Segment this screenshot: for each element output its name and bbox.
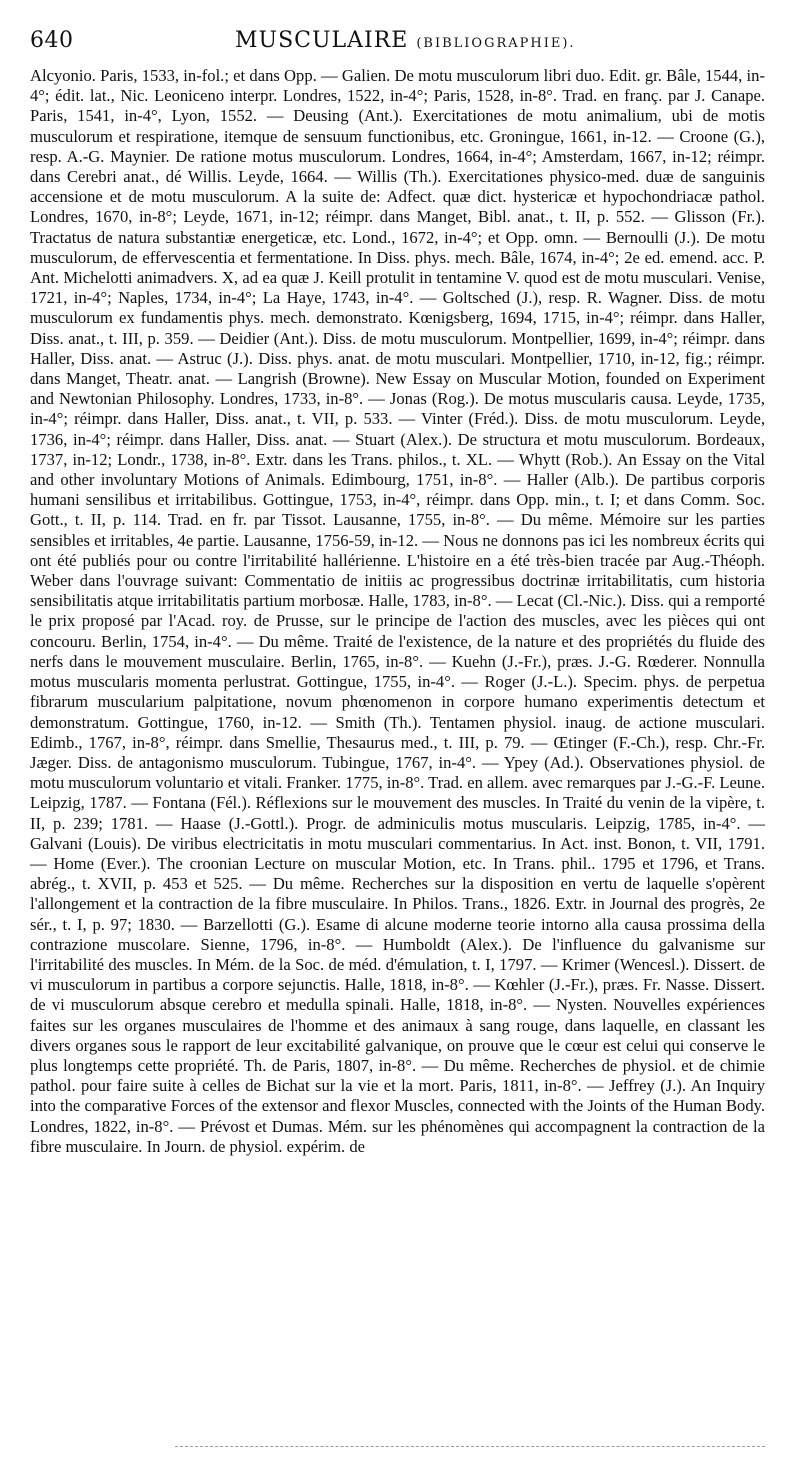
running-title-sub: (BIBLIOGRAPHIE). (416, 36, 576, 51)
running-title-main: MUSCULAIRE (235, 28, 409, 53)
page-number: 640 (30, 28, 74, 53)
running-title (235, 28, 576, 53)
bibliography-paragraph: Alcyonio. Paris, 1533, in-fol.; et dans Opp. — Galien. De motu musculorum libri duo. Edit. gr. Bâle, 1544, in-4°; édit. lat., Nic. Leoniceno interpr. Londres, 1522, in-4°; Paris, 1528, in-8°. Trad. en franç. par J. Canape. Paris, 1541, in-4°, Lyon, 1552. — Deusing (Ant.). Exercitationes de motu animalium, ubi de motis musculorum et respiratione, itemque de sensuum functionibus, etc. Groningue, 1661, in-12. — Croone (G.), resp. A.-G. Maynier. De ratione motus musculorum. Londres, 1664, in-4°; Amsterdam, 1667, in-12; réimpr. dans Cerebri anat., dé Willis. Leyde, 1664. — Willis (Th.). Exercitationes physico-med. duæ de sanguinis accensione et de motu musculorum. A la suite de: Adfect. quæ dict. hystericæ et hypochondriacæ pathol. Londres, 1670, in-8°; Leyde, 1671, in-12; réimpr. dans Manget, Bibl. anat., t. II, p. 552. — Glisson (Fr.). Tractatus de natura substantiæ energeticæ, etc. Lond., 1672, in-4°; et Opp. omn. — Bernoulli (J.). De motu musculorum, de effervescentia et fermentatione. In Diss. phys. mech. Bâle, 1674, in-4°; 2e ed. emend. acc. P. Ant. Michelotti animadvers. X, ad ea quæ J. Keill protulit in tentamine V. quod est de motu musculari. Venise, 1721, in-4°; Naples, 1734, in-4°; La Haye, 1743, in-4°. — Goltsched (J.), resp. R. Wagner. Diss. de motu musculorum ex fundamentis phys. mech. demonstrato. Kœnigsberg, 1694, 1715, in-4°; réimpr. dans Haller, Diss. anat., t. III, p. 359. — Deidier (Ant.). Diss. de motu musculorum. Montpellier, 1699, in-4°; réimpr. dans Haller, Diss. anat. — Astruc (J.). Diss. phys. anat. de motu musculari. Montpellier, 1710, in-12, fig.; réimpr. dans Manget, Theatr. anat. — Langrish (Browne). New Essay on Muscular Motion, founded on Experiment and Newtonian Philosophy. Londres, 1733, in-8°. — Jonas (Rog.). De motus muscularis causa. Leyde, 1735, in-4°; réimpr. dans Haller, Diss. anat., t. VII, p. 533. — Vinter (Fréd.). Diss. de motu musculorum. Leyde, 1736, in-4°; réimpr. dans Haller, Diss. anat. — Stuart (Alex.). De structura et motu musculorum. Bordeaux, 1737, in-12; Londr., 1738, in-8°. Extr. dans les Trans. philos., t. XL. — Whytt (Rob.). An Essay on the Vital and other involuntary Motions of Animals. Edimbourg, 1751, in-8°. — Haller (Alb.). De partibus corporis humani sensilibus et irritabilibus. Gottingue, 1753, in-4°, réimpr. dans Opp. min., t. I; et dans Comm. Soc. Gott., t. II, p. 114. Trad. en fr. par Tissot. Lausanne, 1755, in-8°. — Du même. Mémoire sur les parties sensibles et irritables, 4e partie. Lausanne, 1756-59, in-12. — Nous ne donnons pas ici les nombreux écrits qui ont été publiés pour ou contre l'irritabilité hallérienne. L'histoire en a été très-bien tracée par Aug.-Théoph. Weber dans l'ouvrage suivant: Commentatio de initiis ac progressibus doctrinæ irritabilitatis, cum historia sensibilitatis atque irritabilitatis partium morbosæ. Halle, 1783, in-8°. — Lecat (Cl.-Nic.). Diss. qui a remporté le prix proposé par l'Acad. roy. de Prusse, sur le principe de l'action des muscles, avec les pièces qui ont concouru. Berlin, 1754, in-4°. — Du même. Traité de l'existence, de la nature et des propriétés du fluide des nerfs dans le mouvement musculaire. Berlin, 1765, in-8°. — Kuehn (J.-Fr.), præs. J.-G. Rœderer. Nonnulla motus muscularis momenta perlustrat. Gottingue, 1755, in-4°. — Roger (J.-L.). Specim. phys. de perpetua fibrarum muscularium palpitatione, novum phœnomenon in corpore humano experimentis detectum et demonstratum. Gottingue, 1760, in-12. — Smith (Th.). Tentamen physiol. inaug. de actione musculari. Edimb., 1767, in-8°, réimpr. dans Smellie, Thesaurus med., t. III, p. 79. — Œtinger (F.-Ch.), resp. Chr.-Fr. Jæger. Diss. de antagonismo musculorum. Tubingue, 1767, in-4°. — Ypey (Ad.). Observationes physiol. de motu musculorum voluntario et vitali. Franker. 1775, in-8°. Trad. en allem. avec remarques par J.-G.-F. Leune. Leipzig, 1787. — Fontana (Fél.). Réflexions sur le mouvement des muscles. In Traité du venin de la vipère, t. II, p. 239; 1781. — Haase (J.-Gottl.). Progr. de adminiculis motus muscularis. Leipzig, 1785, in-4°. — Galvani (Louis). De viribus electricitatis in motu musculari commentarius. In Act. inst. Bonon, t. VII, 1791. — Home (Ever.). The croonian Lecture on muscular Motion, etc. In Trans. phil.. 1795 et 1796, et Trans. abrég., t. XVII, p. 453 et 525. — Du même. Recherches sur la disposition en vertu de laquelle s'opèrent l'allongement et la contraction de la fibre musculaire. In Philos. Trans., 1826. Extr. in Journal des progrès, 2e sér., t. I, p. 97; 1830. — Barzellotti (G.). Esame di alcune moderne teorie intorno alla causa prossima della contrazione muscolare. Sienne, 1796, in-8°. — Humboldt (Alex.). De l'influence du galvanisme sur l'irritabilité des muscles. In Mém. de la Soc. de méd. d'émulation, t. I, 1797. — Krimer (Wencesl.). Dissert. de vi musculorum in partibus a corpore sejunctis. Halle, 1818, in-8°. — Kœhler (J.-Fr.), præs. Fr. Nasse. Dissert. de vi musculorum absque cerebro et medulla spinali. Halle, 1818, in-8°. — Nysten. Nouvelles expériences faites sur les organes musculaires de l'homme et des animaux à sang rouge, dans laquelle, en classant les divers organes sous le rapport de leur excitabilité galvanique, on prouve que le cœur est celui qui conserve le plus longtemps cette propriété. Th. de Paris, 1807, in-8°. — Du même. Recherches de physiol. et de chimie pathol. pour faire suite à celles de Bichat sur la vie et la mort. Paris, 1811, in-8°. — Jeffrey (J.). An Inquiry into the comparative Forces of the extensor and flexor Muscles, connected with the Joints of the Human Body. Londres, 1822, in-8°. — Prévost et Dumas. Mém. sur les phénomènes qui accompagnent la contraction de la fibre musculaire. In Journ. de physiol. expérim. de (30, 66, 765, 1156)
footer-rule (175, 1446, 765, 1447)
running-header (30, 28, 770, 68)
bibliography-text (30, 66, 765, 1157)
